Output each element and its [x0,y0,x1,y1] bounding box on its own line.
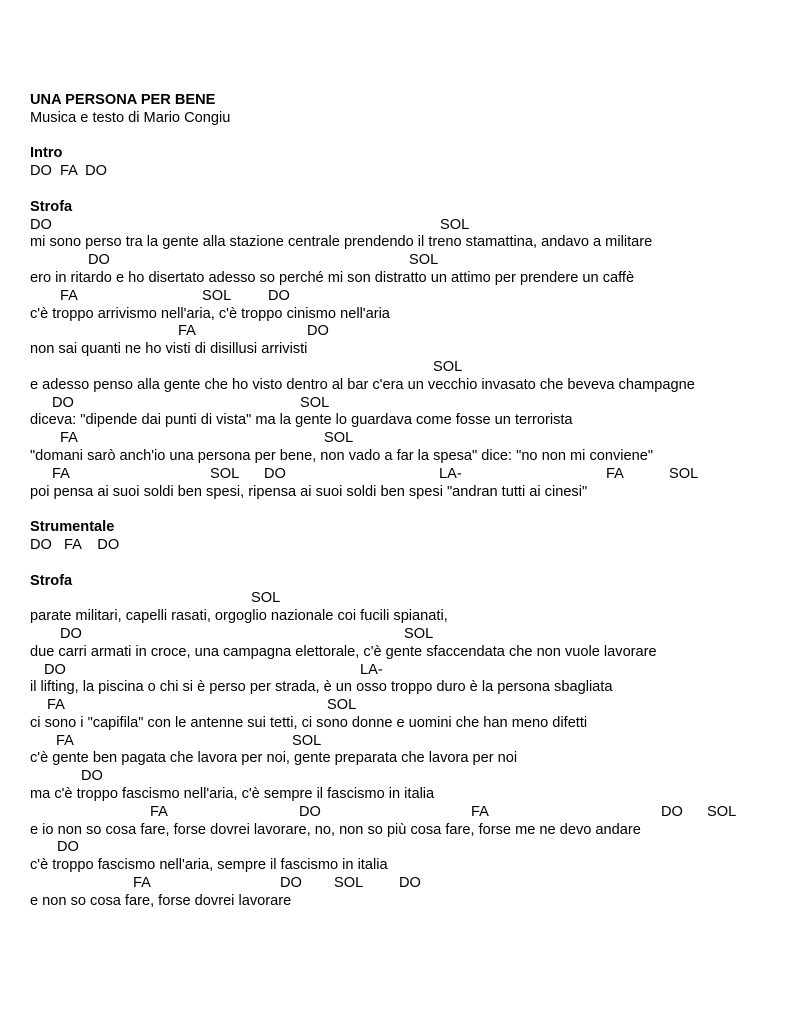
chord: FA [150,803,168,820]
song-title: UNA PERSONA PER BENE [30,92,216,108]
chord: LA- [439,465,462,482]
chord: DO [399,875,421,892]
chord: SOL [324,430,354,447]
lyric-line: c'è troppo fascismo nell'aria, sempre il fascismo in italia [30,857,388,874]
spacer [30,555,770,573]
lyric-line: ero in ritardo e ho disertato adesso so perché mi son distratto un attimo per prendere un caffè [30,269,635,286]
chord-line [30,590,770,608]
chord-line [30,839,770,857]
lyric-line: non sai quanti ne ho visti di disillusi arrivisti [30,341,308,358]
verse2-heading: Strofa [30,572,73,589]
chord: DO [280,875,302,892]
chord: SOL [404,625,434,642]
lyric-line: e non so cosa fare, forse dovrei lavorare [30,892,292,909]
chord: DO [60,625,82,642]
lyric-line: due carri armati in croce, una campagna elettorale, c'è gente sfaccendata che non vuole lavorare [30,643,657,660]
chord: DO [30,216,52,233]
chord: FA [47,697,65,714]
chord: SOL [300,394,330,411]
lyric-line: c'è gente ben pagata che lavora per noi, gente preparata che lavora per noi [30,750,518,767]
song-sheet [30,92,770,911]
lyric-line: ma c'è troppo fascismo nell'aria, c'è sempre il fascismo in italia [30,786,435,803]
chord: FA [60,430,78,447]
chord-line [30,395,770,413]
instrumental-chords: DO FA DO [30,536,120,553]
spacer [30,501,770,519]
chord: DO [44,661,66,678]
lyric-line: c'è troppo arrivismo nell'aria, c'è troppo cinismo nell'aria [30,305,390,322]
chord-line [30,252,770,270]
chord-line [30,697,770,715]
lyric-line: e adesso penso alla gente che ho visto dentro al bar c'era un vecchio invasato che beveva champagne [30,376,695,393]
chord-line [30,733,770,751]
chord: FA [471,803,489,820]
chord-line [30,323,770,341]
lyric-line: mi sono perso tra la gente alla stazione centrale prendendo il treno stamattina, andavo a militare [30,234,653,251]
chord: SOL [210,465,240,482]
chord: SOL [334,875,364,892]
chord: DO [264,465,286,482]
verse2-lines [30,590,770,910]
intro-chords: DO FA DO [30,163,108,180]
chord: DO [88,252,110,269]
chord-line [30,217,770,235]
chord: FA [178,323,196,340]
chord: DO [307,323,329,340]
chord-line [30,626,770,644]
chord-line [30,430,770,448]
lyric-line: diceva: "dipende dai punti di vista" ma la gente lo guardava come fosse un terrorista [30,412,573,429]
spacer [30,181,770,199]
lyric-line: ci sono i "capifila" con le antenne sui tetti, ci sono donne e uomini che han meno difetti [30,714,588,731]
chord: LA- [360,661,383,678]
chord: SOL [707,803,737,820]
chord-line [30,466,770,484]
chord: SOL [202,287,232,304]
chord: SOL [251,590,281,607]
lyric-line: parate militari, capelli rasati, orgoglio nazionale coi fucili spianati, [30,608,448,625]
intro-heading: Intro [30,145,63,162]
chord-line [30,768,770,786]
chord: DO [81,768,103,785]
chord: FA [56,732,74,749]
verse1-heading: Strofa [30,198,73,215]
chord: DO [299,803,321,820]
chord: SOL [292,732,322,749]
chord: SOL [440,216,470,233]
chord: FA [52,465,70,482]
lyric-line: il lifting, la piscina o chi si è perso per strada, è un osso troppo duro è la persona sbagliata [30,679,613,696]
chord-line [30,288,770,306]
chord: FA [60,287,78,304]
chord: SOL [327,697,357,714]
chord-line [30,662,770,680]
chord: SOL [409,252,439,269]
song-credits: Musica e testo di Mario Congiu [30,109,231,126]
chord-line [30,804,770,822]
chord: SOL [433,358,463,375]
instrumental-heading: Strumentale [30,519,115,536]
chord-line [30,359,770,377]
chord: SOL [669,465,699,482]
chord: DO [268,287,290,304]
chord: DO [57,839,79,856]
lyric-line: "domani sarò anch'io una persona per bene, non vado a far la spesa" dice: "no non mi conviene" [30,447,654,464]
spacer [30,128,770,146]
chord: FA [133,875,151,892]
chord: FA [606,465,624,482]
lyric-line: poi pensa ai suoi soldi ben spesi, ripensa ai suoi soldi ben spesi "andran tutti ai cinesi" [30,483,588,500]
chord: DO [52,394,74,411]
lyric-line: e io non so cosa fare, forse dovrei lavorare, no, non so più cosa fare, forse me ne devo andare [30,821,641,838]
chord: DO [661,803,683,820]
chord-line [30,875,770,893]
verse1-lines [30,217,770,502]
